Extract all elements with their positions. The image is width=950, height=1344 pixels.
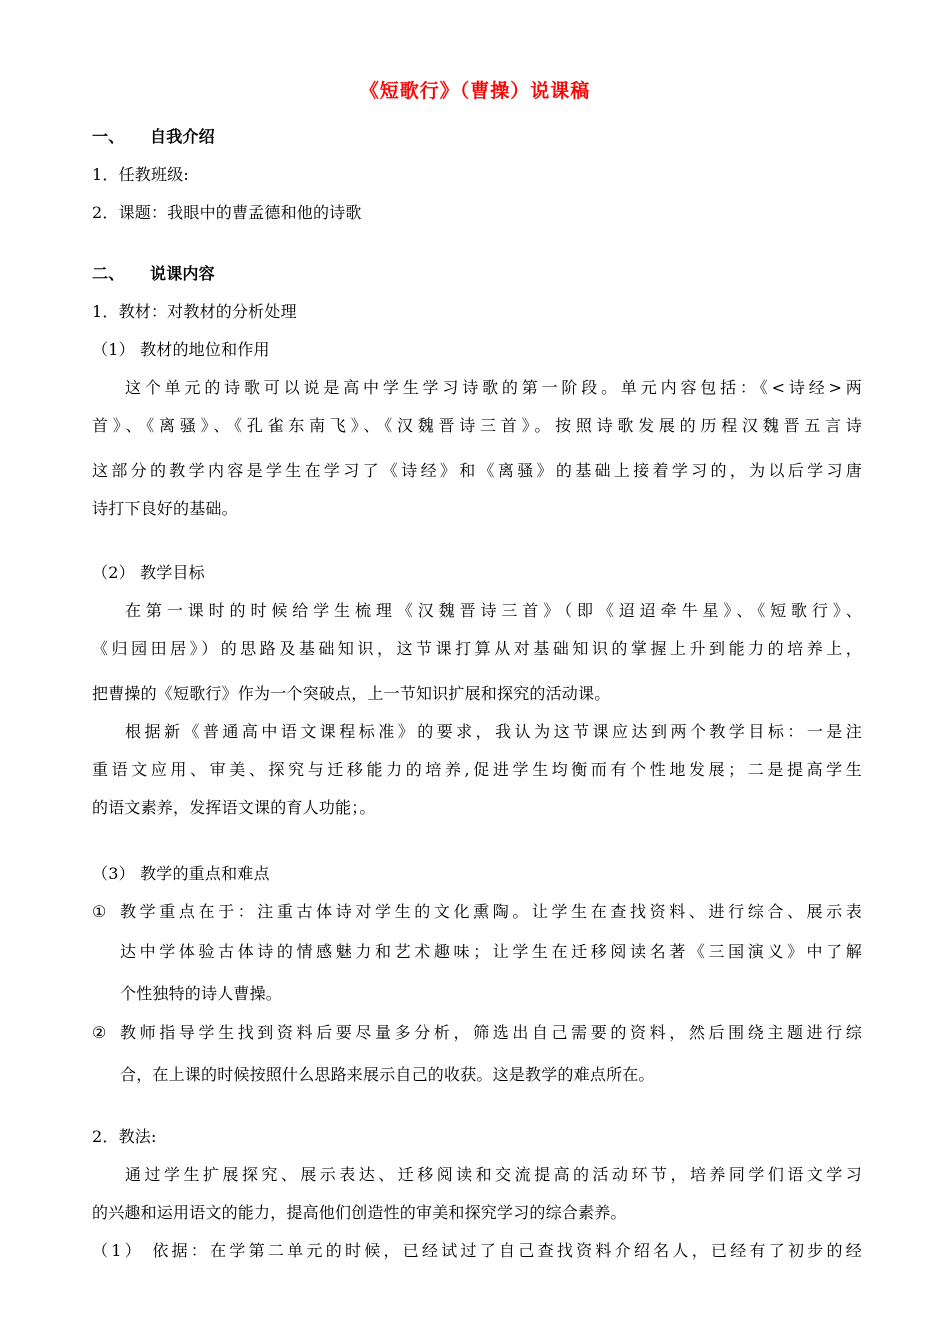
text-line: 合，在上课的时候按照什么思路来展示自己的收获。这是教学的难点所在。 (120, 1065, 655, 1084)
section-number: 二、 (92, 264, 125, 283)
text-line: 这个单元的诗歌可以说是高中学生学习诗歌的第一阶段。单元内容包括：《<诗经>两 (125, 378, 862, 397)
text-line: 重语文应用、审美、探究与迁移能力的培养,促进学生均衡而有个性地发展；二是提高学生 (92, 760, 862, 779)
text-line: 根据新《普通高中语文课程标准》的要求，我认为这节课应达到两个教学目标：一是注 (125, 722, 862, 741)
text-line: 的兴趣和运用语文的能力，提高他们创造性的审美和探究学习的综合素养。 (92, 1203, 627, 1222)
text-line: 通过学生扩展探究、展示表达、迁移阅读和交流提高的活动环节，培养同学们语文学习 (125, 1165, 862, 1184)
document-title: 《短歌行》（曹操）说课稿 (359, 80, 591, 102)
list-marker: ② (92, 1023, 107, 1042)
paragraph-heading-textbook: 1．教材：对教材的分析处理 (92, 302, 297, 321)
text-line: 教师指导学生找到资料后要尽量多分析，筛选出自己需要的资料，然后围绕主题进行综 (120, 1023, 862, 1042)
paragraph-heading-method: 2．教法: (92, 1127, 157, 1146)
subheading-role: （1） 教材的地位和作用 (92, 340, 270, 359)
text-line: （1） 依据：在学第二单元的时候，已经试过了自己查找资料介绍名人，已经有了初步的经 (92, 1241, 862, 1260)
text-line: 诗打下良好的基础。 (92, 499, 238, 518)
subheading-goals: （2） 教学目标 (92, 563, 205, 582)
text-line: 教学重点在于：注重古体诗对学生的文化熏陶。让学生在查找资料、进行综合、展示表 (120, 902, 862, 921)
section-heading-content (92, 264, 862, 284)
section-title: 自我介绍 (150, 127, 215, 146)
section-title: 说课内容 (150, 264, 215, 283)
text-line: 个性独特的诗人曹操。 (120, 984, 283, 1003)
text-line: 首》、《离骚》、《孔雀东南飞》、《汉魏晋诗三首》。按照诗歌发展的历程汉魏晋五言诗 (92, 416, 862, 435)
text-line: 达中学体验古体诗的情感魅力和艺术趣味；让学生在迁移阅读名著《三国演义》中了解 (120, 942, 862, 961)
intro-item-topic: 2．课题：我眼中的曹孟德和他的诗歌 (92, 203, 362, 222)
subheading-key-points: （3） 教学的重点和难点 (92, 864, 270, 883)
section-heading-intro (92, 127, 862, 147)
text-line: 在第一课时的时候给学生梳理《汉魏晋诗三首》（即《迢迢牵牛星》、《短歌行》、 (125, 601, 862, 620)
text-line: 把曹操的《短歌行》作为一个突破点，上一节知识扩展和探究的活动课。 (92, 684, 611, 703)
text-line: 的语文素养，发挥语文课的育人功能；。 (92, 798, 376, 817)
text-line: 这部分的教学内容是学生在学习了《诗经》和《离骚》的基础上接着学习的，为以后学习唐 (92, 461, 862, 480)
section-number: 一、 (92, 127, 125, 146)
intro-item-class: 1．任教班级: (92, 165, 189, 184)
text-line: 《归园田居》）的思路及基础知识，这节课打算从对基础知识的掌握上升到能力的培养上， (92, 639, 862, 658)
list-marker: ① (92, 902, 107, 921)
